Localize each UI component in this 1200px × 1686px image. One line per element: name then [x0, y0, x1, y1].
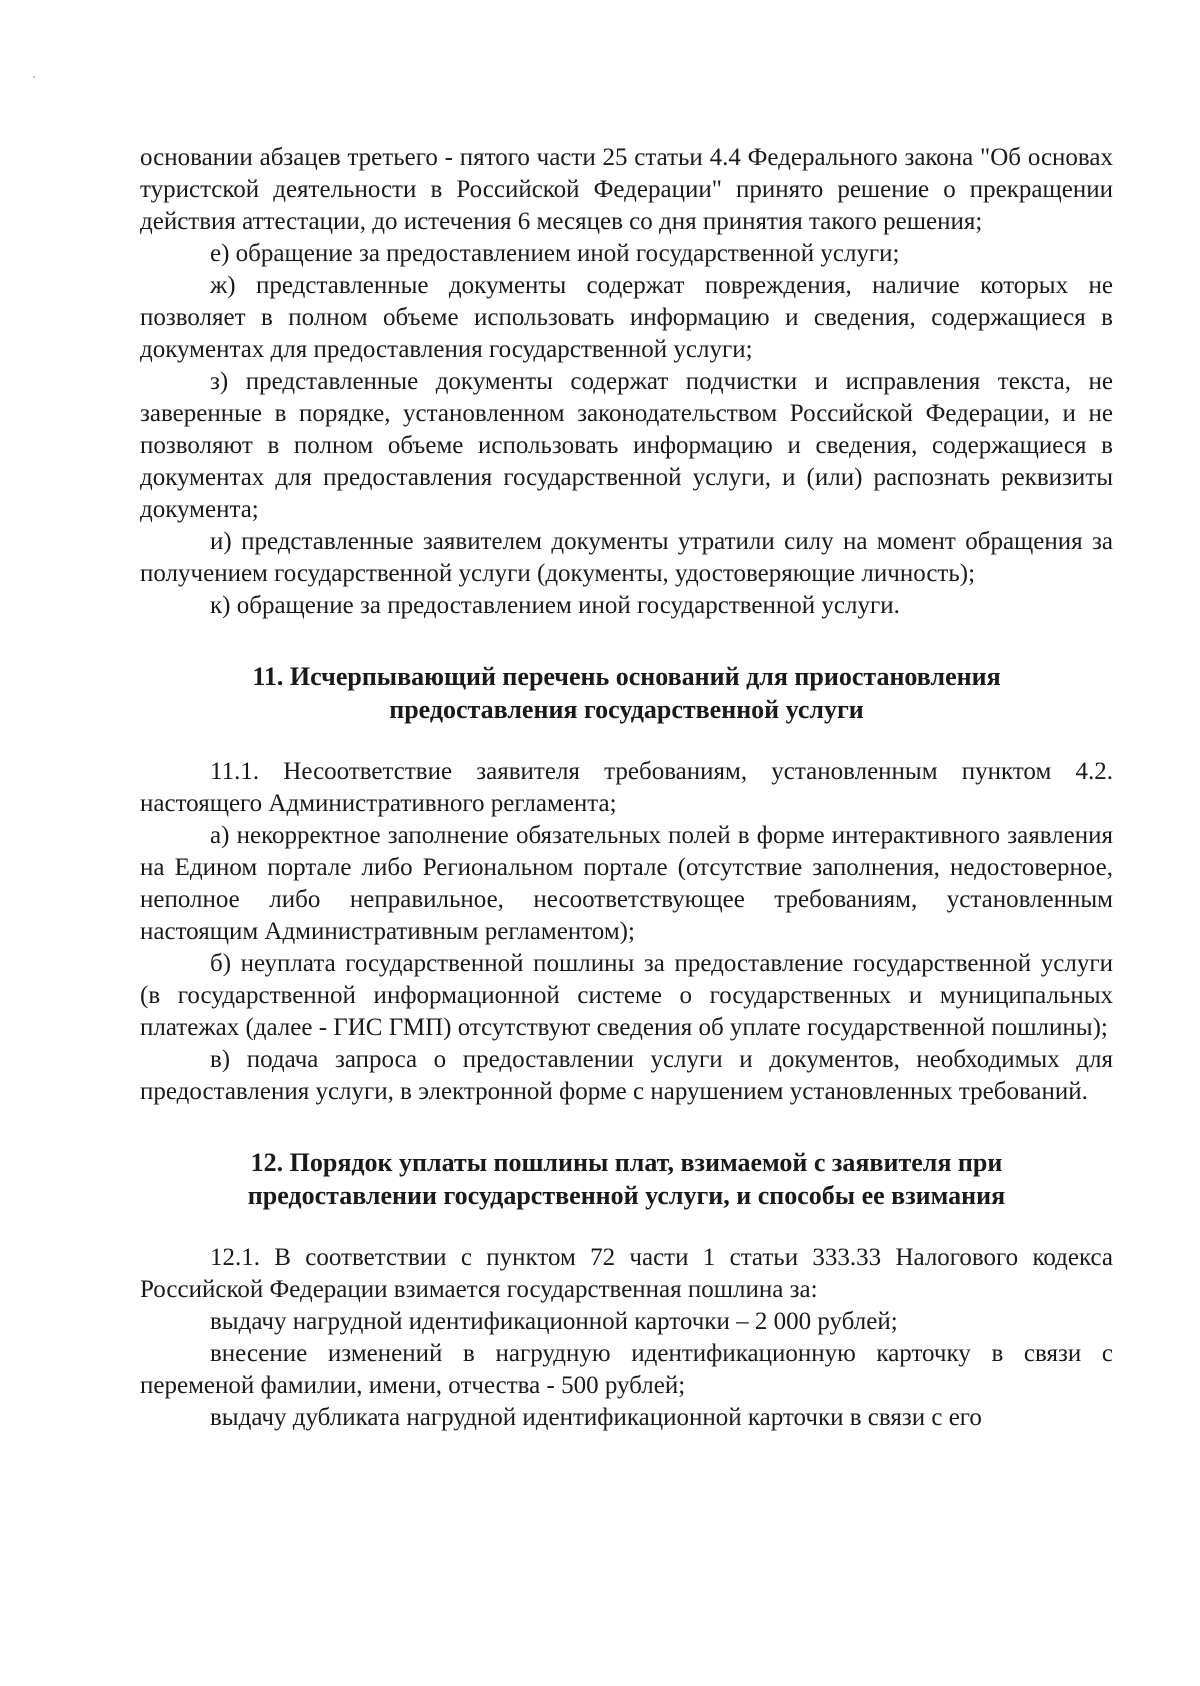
clause-11-1: 11.1. Несоответствие заявителя требованиям, установленным пунктом 4.2. настоящего Административного регламента;: [140, 758, 1113, 817]
list-item-b: б) неуплата государственной пошлины за предоставление государственной услуги (в государственной информационной системе о государственных и муниципальных платежах (далее - ГИС ГМП) отсутствуют сведения об уплате государственной пошлины);: [140, 950, 1113, 1041]
fee-item-changes: внесение изменений в нагрудную идентификационную карточку в связи с переменой фамилии, имени, отчества - 500 рублей;: [140, 1340, 1113, 1399]
fee-item-card: выдачу нагрудной идентификационной карточки – 2 000 рублей;: [210, 1308, 898, 1335]
list-item-a: а) некорректное заполнение обязательных полей в форме интерактивного заявления на Едином портале либо Региональном портале (отсутствие заполнения, недостоверное, неполное либо неправильное, несоответствующее требованиям, установленным настоящим Административным регламентом);: [140, 822, 1113, 945]
scan-speck: [33, 76, 35, 78]
fee-item-duplicate: выдачу дубликата нагрудной идентификационной карточки в связи с его: [210, 1404, 982, 1431]
list-item-v: в) подача запроса о предоставлении услуги и документов, необходимых для предоставления услуги, в электронной форме с нарушением установленных требований.: [140, 1046, 1113, 1105]
list-item-i: и) представленные заявителем документы утратили силу на момент обращения за получением государственной услуги (документы, удостоверяющие личность);: [140, 528, 1113, 587]
list-item-e: е) обращение за предоставлением иной государственной услуги;: [210, 240, 900, 267]
clause-12-1: 12.1. В соответствии с пунктом 72 части 1 статьи 333.33 Налогового кодекса Российской Федерации взимается государственная пошлина за:: [140, 1244, 1113, 1303]
paragraph-continuation: основании абзацев третьего - пятого части 25 статьи 4.4 Федерального закона "Об основах туристской деятельности в Российской Федерации" принято решение о прекращении действия аттестации, до истечения 6 месяцев со дня принятия такого решения;: [140, 144, 1113, 235]
document-body: [140, 142, 1113, 1434]
section-11-heading: 11. Исчерпывающий перечень оснований для приостановления предоставления государственной услуги: [252, 662, 1001, 724]
list-item-zh: ж) представленные документы содержат повреждения, наличие которых не позволяет в полном объеме использовать информацию и сведения, содержащиеся в документах для предоставления государственной услуги;: [140, 272, 1113, 363]
list-item-k: к) обращение за предоставлением иной государственной услуги.: [210, 592, 900, 619]
section-12-heading: 12. Порядок уплаты пошлины плат, взимаемой с заявителя при предоставлении государственной услуги, и способы ее взимания: [247, 1148, 1006, 1210]
list-item-z: з) представленные документы содержат подчистки и исправления текста, не заверенные в порядке, установленном законодательством Российской Федерации, и не позволяют в полном объеме использовать информацию и сведения, содержащиеся в документах для предоставления государственной услуги, и (или) распознать реквизиты документа;: [140, 368, 1113, 523]
